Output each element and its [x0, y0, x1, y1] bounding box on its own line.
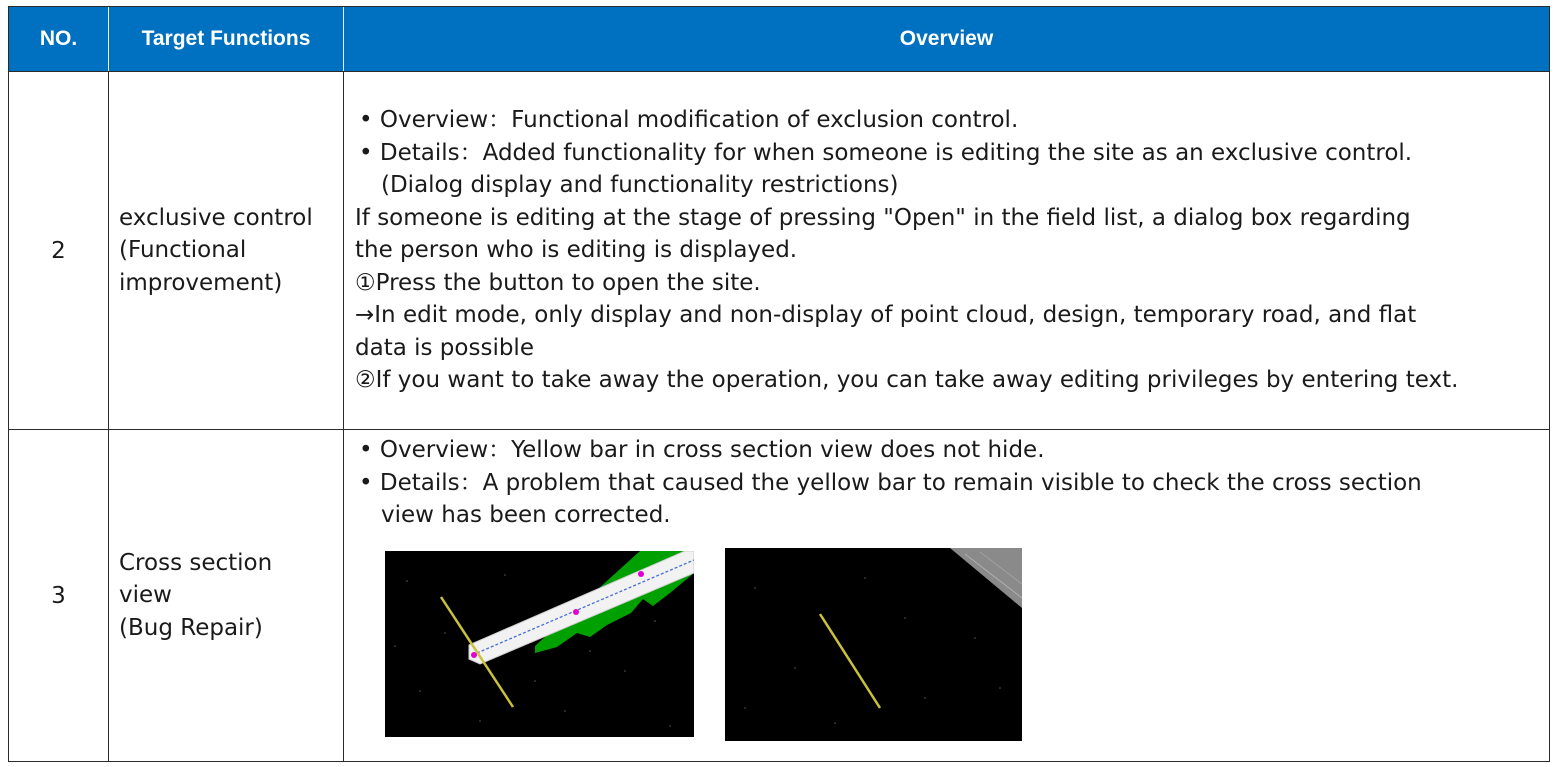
table-row-overview [355, 104, 1458, 397]
table-header [9, 7, 1549, 71]
function-line: exclusive control [119, 204, 313, 231]
table-row-no: 3 [51, 582, 66, 609]
cross-section-after-image [725, 548, 1022, 741]
table-row-overview [355, 434, 1422, 532]
table-row-no: 2 [51, 237, 66, 264]
overview-line: (Dialog display and functionality restrictions) [381, 172, 899, 198]
header-overview: Overview [899, 27, 994, 50]
header-no: NO. [39, 27, 78, 50]
function-line: (Bug Repair) [119, 614, 263, 641]
table-row-function [109, 72, 343, 429]
overview-line: • Details：A problem that caused the yellow bar to remain visible to check the cross section [359, 469, 1422, 496]
table-row-function [109, 430, 343, 761]
cross-section-before-image [385, 551, 694, 737]
overview-line: the person who is editing is displayed. [355, 237, 798, 263]
overview-line: data is possible [355, 334, 534, 361]
function-line: view [119, 582, 172, 609]
overview-line: • Overview：Yellow bar in cross section view does not hide. [359, 437, 1045, 463]
function-line: (Functional [119, 237, 247, 264]
header-target-functions: Target Functions [141, 27, 311, 50]
overview-line: view has been corrected. [381, 502, 671, 528]
function-table [8, 6, 1550, 762]
function-line: improvement) [119, 269, 283, 296]
overview-line: If someone is editing at the stage of pressing "Open" in the field list, a dialog box regarding [355, 204, 1411, 231]
overview-line: ②If you want to take away the operation, you can take away editing privileges by entering text. [355, 367, 1459, 393]
overview-line: →In edit mode, only display and non-display of point cloud, design, temporary road, and flat [355, 302, 1417, 328]
overview-line: • Overview：Functional modification of exclusion control. [359, 107, 1019, 133]
overview-line: • Details：Added functionality for when someone is editing the site as an exclusive control. [359, 139, 1413, 166]
function-line: Cross section [119, 549, 273, 576]
overview-line: ①Press the button to open the site. [355, 269, 761, 296]
